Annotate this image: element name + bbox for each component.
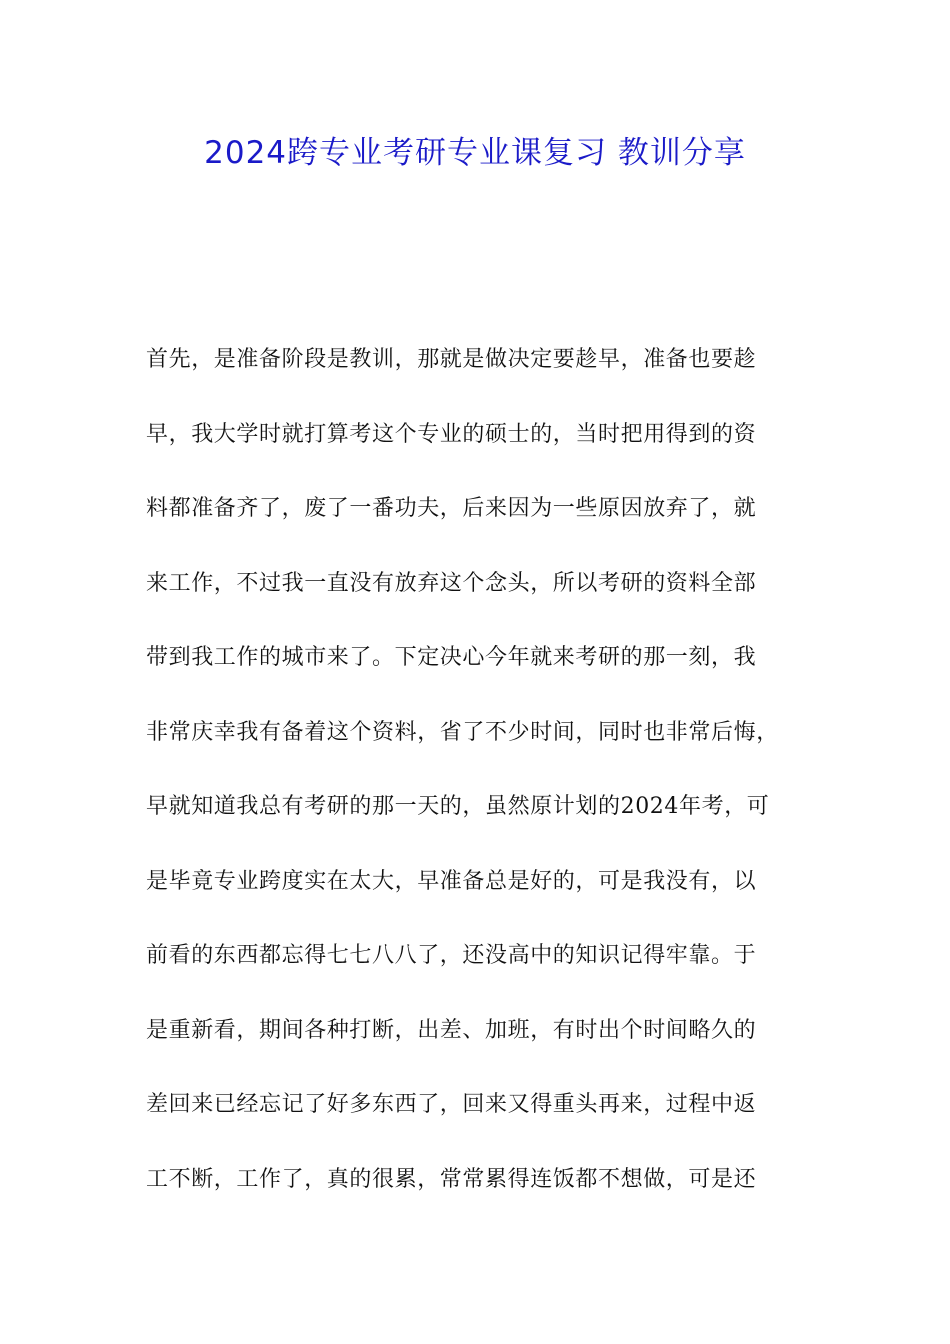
body-line: 是毕竟专业跨度实在太大，早准备总是好的，可是我没有，以 — [146, 868, 757, 894]
body-line: 料都准备齐了，废了一番功夫，后来因为一些原因放弃了，就 — [146, 496, 757, 521]
body-line: 非常庆幸我有备着这个资料，省了不少时间，同时也非常后悔， — [146, 719, 779, 745]
document-body — [146, 340, 836, 1234]
body-line: 带到我工作的城市来了。下定决心今年就来考研的那一刻，我 — [146, 645, 757, 670]
body-line: 早就知道我总有考研的那一天的，虽然原计划的2024年考，可 — [146, 794, 770, 819]
body-line: 差回来已经忘记了好多东西了，回来又得重头再来，过程中返 — [146, 1092, 757, 1117]
body-line: 是重新看，期间各种打断，出差、加班，有时出个时间略久的 — [146, 1017, 757, 1043]
body-line: 首先，是准备阶段是教训，那就是做决定要趁早，准备也要趁 — [146, 347, 757, 372]
document-title: 2024跨专业考研专业课复习 教训分享 — [204, 135, 746, 171]
body-line: 前看的东西都忘得七七八八了，还没高中的知识记得牢靠。于 — [146, 943, 757, 968]
body-line: 早，我大学时就打算考这个专业的硕士的，当时把用得到的资 — [146, 421, 757, 447]
body-line: 工不断，工作了，真的很累，常常累得连饭都不想做，可是还 — [146, 1166, 757, 1192]
body-line: 来工作，不过我一直没有放弃这个念头，所以考研的资料全部 — [146, 570, 757, 596]
